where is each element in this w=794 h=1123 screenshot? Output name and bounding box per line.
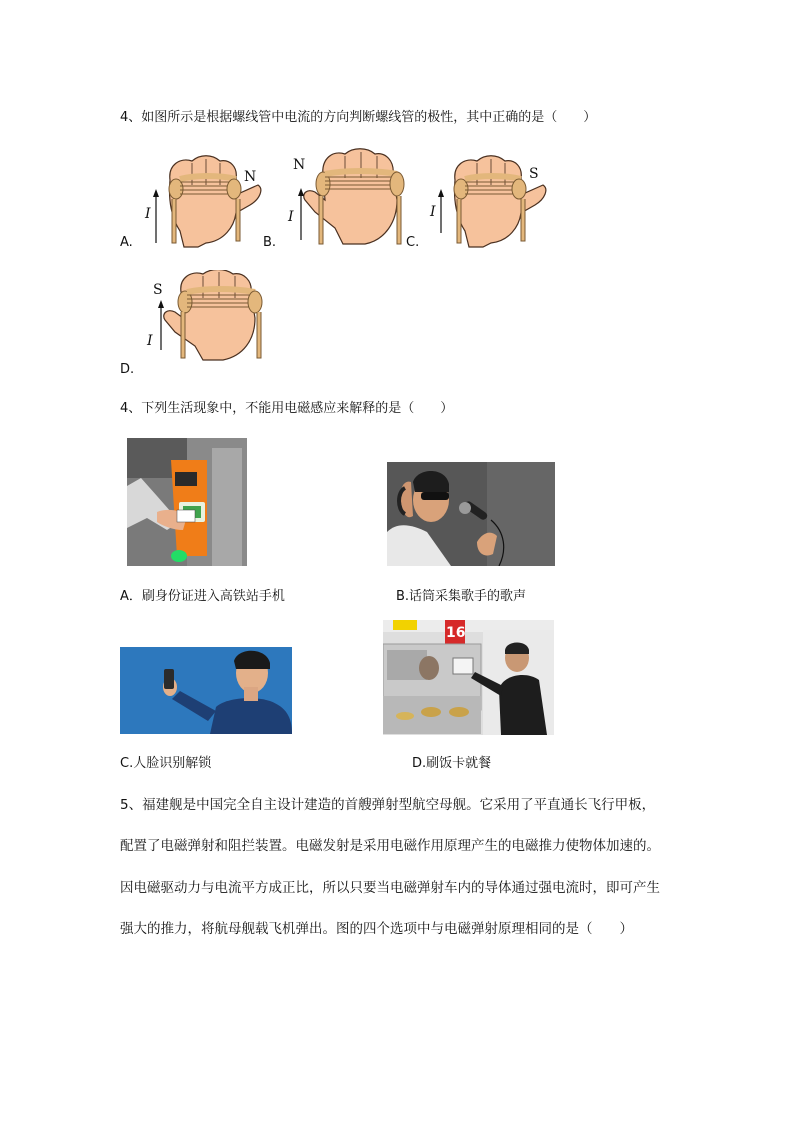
caption-a: A．刷身份证进入高铁站手机 [120, 589, 285, 604]
photo-id-card-gate [127, 438, 247, 566]
pole-label-a: N [244, 169, 257, 185]
pole-label-b: N [293, 157, 306, 173]
pole-label-c: S [529, 166, 539, 182]
q5-line-2: 配置了电磁弹射和阻拦装置。电磁发射是采用电磁作用原理产生的电磁推力使物体加速的。 [120, 838, 660, 854]
option-b-figure[interactable] [285, 148, 410, 250]
caption-b: B.话筒采集歌手的歌声 [396, 589, 527, 604]
canteen-window-number: 16 [446, 625, 466, 641]
current-label-b: I [288, 209, 294, 225]
q5-line-1: 5、福建舰是中国完全自主设计建造的首艘弹射型航空母舰。它采用了平直通长飞行甲板， [120, 797, 656, 813]
current-label-c: I [430, 204, 436, 220]
current-label-d: I [147, 333, 153, 349]
caption-c: C.人脸识别解锁 [120, 756, 212, 771]
option-d-figure[interactable] [143, 270, 268, 365]
q5-line-3: 因电磁驱动力与电流平方成正比，所以只要当电磁弹射车内的导体通过强电流时，即可产生 [120, 880, 660, 896]
option-a-letter: A. [120, 235, 133, 250]
photo-singer-microphone [387, 462, 555, 566]
q4a-stem: 4、如图所示是根据螺线管中电流的方向判断螺线管的极性，其中正确的是（ ） [120, 110, 597, 125]
photo-face-recognition [120, 647, 292, 734]
option-a-figure[interactable] [140, 155, 265, 250]
current-label-a: I [145, 206, 151, 222]
pole-label-d: S [153, 282, 163, 298]
q5-line-4: 强大的推力，将航母舰载飞机弹出。图的四个选项中与电磁弹射原理相同的是（ ） [120, 921, 633, 937]
photo-meal-card-canteen [383, 620, 554, 735]
q4b-stem: 4、下列生活现象中，不能用电磁感应来解释的是（ ） [120, 401, 454, 416]
caption-d: D.刷饭卡就餐 [412, 756, 492, 771]
option-c-letter: C. [406, 235, 420, 250]
option-c-figure[interactable] [425, 155, 550, 250]
option-d-letter: D. [120, 362, 135, 377]
option-b-letter: B. [263, 235, 277, 250]
